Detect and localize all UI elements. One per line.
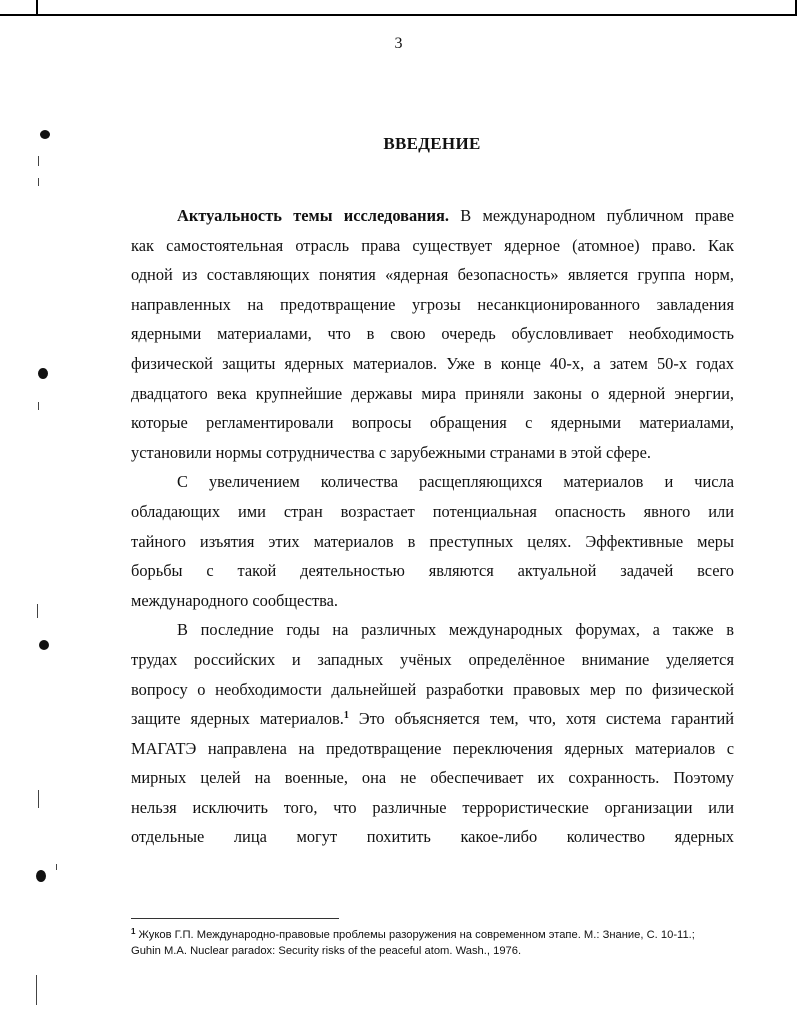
scan-speck [37, 604, 38, 618]
text-line: борьбы с такой деятельностью являются актуальной задачей всего [131, 561, 734, 581]
text-line: как самостоятельная отрасль права существует ядерное (атомное) право. Как [131, 235, 734, 255]
binding-hole-mark [38, 368, 48, 379]
text-line: установили нормы сотрудничества с зарубежными странами в этой сфере. [131, 442, 651, 462]
text-fragment: В международном публичном праве [449, 206, 734, 225]
text-line: мирных целей на военные, она не обеспечивает их сохранность. Поэтому [131, 768, 734, 788]
section-title: ВВЕДЕНИЕ [383, 134, 481, 153]
scan-speck [56, 864, 57, 870]
text-line [131, 704, 734, 734]
binding-hole-mark [40, 130, 50, 139]
scan-speck [38, 178, 39, 186]
text-line: трудах российских и западных учёных определённое внимание уделяется [131, 649, 734, 669]
scan-speck [38, 790, 39, 808]
binding-hole-mark [39, 640, 49, 650]
text-line: ядерными материалами, что в свою очередь обусловливает необходимость [131, 324, 734, 344]
footnote-text: Жуков Г.П. Международно-правовые проблемы разоружения на современном этапе. М.: Знание, С. 10-11.; [135, 929, 695, 941]
footnote [131, 927, 735, 959]
text-line: отдельные лица могут похитить какое-либо количество ядерных [131, 827, 734, 847]
scan-speck [38, 156, 39, 166]
binding-hole-mark [36, 870, 46, 882]
scan-top-border [0, 0, 797, 16]
text-line: В последние годы на различных международных форумах, а также в [177, 620, 734, 640]
text-line: физической защиты ядерных материалов. Уже в конце 40-х, а затем 50-х годах [131, 353, 734, 373]
text-line: одной из составляющих понятия «ядерная безопасность» является группа норм, [131, 265, 734, 285]
text-line: вопросу о необходимости дальнейшей разработки правовых мер по физической [131, 679, 734, 699]
body-text [131, 201, 734, 852]
text-line: С увеличением количества расщепляющихся материалов и числа [177, 472, 734, 492]
footnote-line [131, 927, 735, 943]
footnote-line: Guhin M.A. Nuclear paradox: Security risks of the peaceful atom. Wash., 1976. [131, 945, 522, 957]
text-line: обладающих ими стран возрастает потенциальная опасность явного или [131, 501, 734, 521]
text-fragment: защите ядерных материалов. [131, 709, 344, 729]
text-line: международного сообщества. [131, 590, 339, 610]
text-line: нельзя исключить того, что различные террористические организации или [131, 797, 734, 817]
page-number: 3 [394, 35, 403, 52]
footnote-divider [131, 918, 339, 919]
text-line: двадцатого века крупнейшие державы мира приняли законы о ядерной энергии, [131, 383, 734, 403]
text-line: которые регламентировали вопросы обращения с ядерными материалами, [131, 413, 734, 433]
footnote-ref[interactable]: 1 [343, 710, 349, 722]
text-fragment: Это объясняется тем, что, хотя система гарантий [348, 709, 735, 729]
text-line: МАГАТЭ направлена на предотвращение переключения ядерных материалов с [131, 738, 734, 758]
bold-lead: Актуальность темы исследования. [177, 206, 450, 225]
text-line: направленных на предотвращение угрозы несанкционированного завладения [131, 294, 734, 314]
text-line [131, 201, 734, 231]
scan-edge-mark [36, 0, 38, 14]
scan-speck [36, 975, 37, 1005]
scan-speck [38, 402, 39, 410]
text-line: тайного изъятия этих материалов в преступных целях. Эффективные меры [131, 531, 734, 551]
footnote-marker: 1 [131, 927, 136, 936]
